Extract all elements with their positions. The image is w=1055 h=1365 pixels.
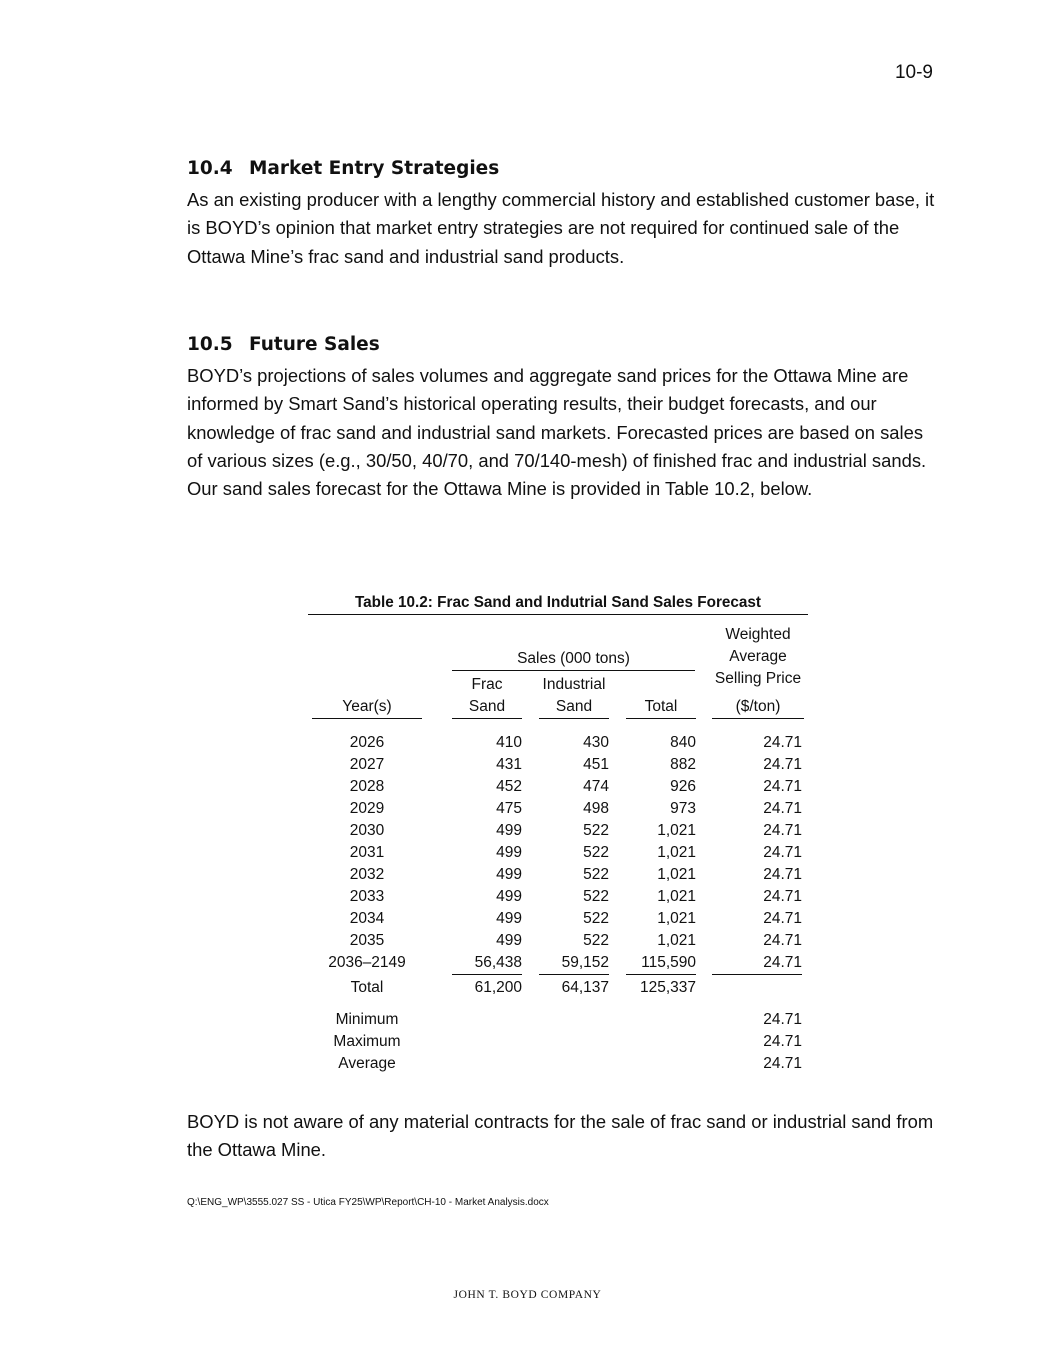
row-year: 2027 [349,756,385,773]
row-total: 1,021 [657,932,696,949]
row-year: 2034 [349,910,385,927]
row-industrial-sand: 522 [583,910,609,927]
row-total: 115,590 [626,952,696,975]
row-total: 882 [670,756,696,773]
stat-label: Minimum [335,1011,399,1028]
row-price: 24.71 [712,952,802,975]
table-title: Table 10.2: Frac Sand and Indutrial Sand Sales Forecast [308,593,808,615]
row-year: 2033 [349,888,385,905]
row-total: 926 [670,778,696,795]
row-year: 2031 [349,844,385,861]
page-number: 10-9 [894,62,933,83]
row-industrial-sand: 430 [583,734,609,751]
section-future-sales [187,333,937,503]
row-price: 24.71 [763,910,802,927]
row-frac-sand: 499 [496,822,522,839]
row-price: 24.71 [763,756,802,773]
row-frac-sand: 475 [496,800,522,817]
total-row-frac-sand: 61,200 [474,979,522,996]
row-total: 1,021 [657,844,696,861]
header-sales-group: Sales (000 tons) [452,648,695,671]
section-market-entry [187,157,937,271]
row-frac-sand: 499 [496,844,522,861]
row-industrial-sand: 522 [583,866,609,883]
row-year: 2032 [349,866,385,883]
header-total: Total [626,696,696,719]
row-price: 24.71 [763,800,802,817]
stat-value: 24.71 [763,1055,802,1072]
section-title: Market Entry Strategies [249,158,500,179]
footer-file-path: Q:\ENG_WP\3555.027 SS - Utica FY25\WP\Report\CH-10 - Market Analysis.docx [187,1197,549,1208]
row-industrial-sand: 522 [583,844,609,861]
row-year: 2035 [349,932,385,949]
section-heading [187,157,937,181]
stat-value: 24.71 [763,1033,802,1050]
row-year: 2026 [349,734,385,751]
total-row-label: Total [350,979,384,996]
section-body: As an existing producer with a lengthy commercial history and established customer base, it is BOYD’s opinion that market entry strategies are not required for continued sale of the Ottawa Mine’s frac sand and industrial sand products. [187,189,935,267]
row-industrial-sand: 522 [583,888,609,905]
closing-paragraph: BOYD is not aware of any material contracts for the sale of frac sand or industrial sand from the Ottawa Mine. [187,1111,934,1161]
row-industrial-sand: 498 [583,800,609,817]
row-price: 24.71 [763,734,802,751]
row-frac-sand: 56,438 [452,952,522,975]
section-number: 10.5 [187,334,233,355]
header-price-line-4: ($/ton) [712,696,804,719]
row-total: 1,021 [657,822,696,839]
header-price-line-3: Selling Price [714,670,802,687]
header-industrial-line-1: Industrial [542,676,606,693]
header-frac-line-1: Frac [471,676,503,693]
row-total: 1,021 [657,910,696,927]
row-industrial-sand: 522 [583,822,609,839]
total-row-industrial-sand: 64,137 [561,979,609,996]
footer-company: JOHN T. BOYD COMPANY [453,1289,602,1301]
row-year: 2030 [349,822,385,839]
row-total: 1,021 [657,866,696,883]
header-frac-line-2: Sand [452,696,522,719]
row-frac-sand: 499 [496,888,522,905]
row-industrial-sand: 522 [583,932,609,949]
row-frac-sand: 410 [496,734,522,751]
stat-label: Maximum [333,1033,401,1050]
section-number: 10.4 [187,158,233,179]
row-price: 24.71 [763,822,802,839]
row-industrial-sand: 59,152 [539,952,609,975]
header-price-line-2: Average [729,648,787,665]
row-year: 2028 [349,778,385,795]
row-industrial-sand: 451 [583,756,609,773]
row-total: 1,021 [657,888,696,905]
section-heading [187,333,937,357]
stat-label: Average [338,1055,396,1072]
row-price: 24.71 [763,932,802,949]
row-frac-sand: 499 [496,910,522,927]
row-price: 24.71 [763,888,802,905]
row-frac-sand: 499 [496,932,522,949]
row-industrial-sand: 474 [583,778,609,795]
row-price: 24.71 [763,778,802,795]
row-price: 24.71 [763,866,802,883]
row-total: 973 [670,800,696,817]
row-price: 24.71 [763,844,802,861]
stat-value: 24.71 [763,1011,802,1028]
section-body: BOYD’s projections of sales volumes and aggregate sand prices for the Ottawa Mine are informed by Smart Sand’s historical operating results, their budget forecasts, and our knowledge of frac sand and industrial sand markets. Forecasted prices are based on sales of various sizes (e.g., 30/50, 40/70, and 70/140-mesh) of finished frac and industrial sands. Our sand sales forecast for the Ottawa Mine is provided in Table 10.2, below. [187,365,927,500]
row-frac-sand: 431 [496,756,522,773]
row-total: 840 [670,734,696,751]
total-row-total: 125,337 [639,979,696,996]
header-price-line-1: Weighted [725,626,791,643]
row-year: 2029 [349,800,385,817]
header-industrial-line-2: Sand [539,696,609,719]
row-year: 2036–2149 [328,954,406,971]
row-frac-sand: 499 [496,866,522,883]
header-year: Year(s) [312,696,422,719]
section-title: Future Sales [249,334,380,355]
row-frac-sand: 452 [496,778,522,795]
